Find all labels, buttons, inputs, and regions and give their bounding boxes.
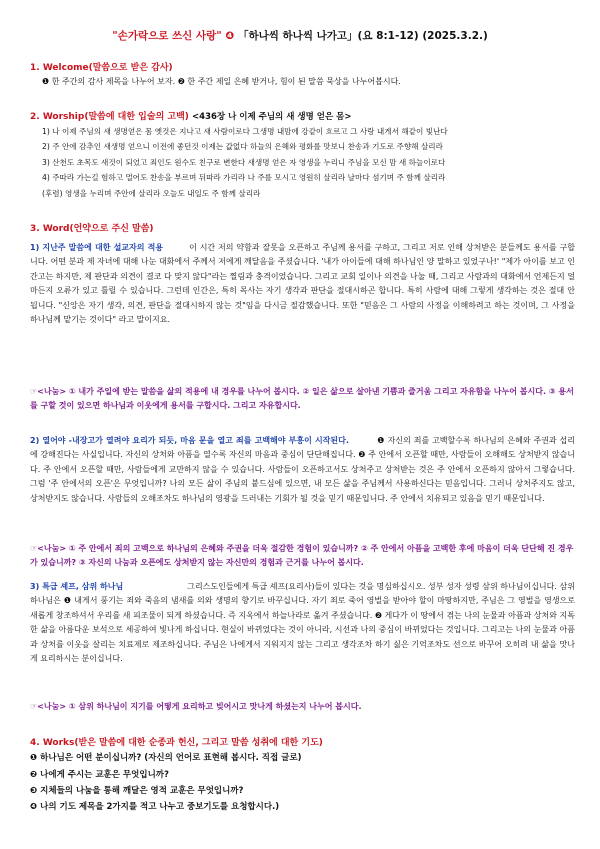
word-paragraph-2 — [30, 434, 575, 506]
paragraph-3-text: 그리스도인들에게 특급 셰프(요리사)들이 있다는 것을 명심하십시오. 성부 성자 성령 삼위 하나님이십니다. 삼위 하나님은 ❶ 내게서 풍기는 죄와 죽음의 냄새를 의와 생명의 향기로 바꾸십니다. 자기 죄로 죽어 영벌을 받아야 할이 마땅하지만, 주님은 그 영벌을 영생으로 새롭게 창조하셔서 우리를 새 피조물이 되게 하셨습니다. 즉 지옥에서 하늘나라로 옮겨 주셨습니다. ❷ 게다가 이 땅에서 겪는 나의 눈물과 아픔과 상처와 지독한 삶을 아름다운 보석으로 세공하여 빛나게 하십니다. 현실이 바뀌었다는 것이 아니라, 시선과 나의 중심이 바뀌었다는 것입니다. 그리고는 나의 눈물과 아픔과 상처를 이웃을 살리는 치료제로 제조하십니다. 주님은 나에게서 지워지지 않는 그리고 생각조차 하기 싫은 기억조차도 선으로 바꾸어 오히려 내 삶을 맛나게 요리하시는 분이십니다. — [30, 582, 575, 664]
word-paragraph-3 — [30, 580, 575, 666]
hymn-chorus: (후렴) 영생을 누리며 주안에 살리라 오늘도 내일도 주 함께 살리라 — [42, 189, 261, 198]
works-question-3: ❸ 지체들의 나눔을 통해 깨달은 영적 교훈은 무엇입니까? — [30, 786, 244, 796]
hymn-verse-4: 4) 주따라 가는길 험하고 멀어도 찬송을 부르며 뒤따라 가리라 나 주를 모시고 영원히 살리라 날마다 섬기며 주 함께 살리라 — [42, 173, 446, 182]
title-quote: "손가락으로 쓰신 사랑" — [112, 30, 222, 42]
works-heading: 4. Works(받은 말씀에 대한 순종과 헌신, 그리고 말씀 성취에 대한 기도) — [30, 738, 323, 748]
worship-heading — [30, 109, 352, 122]
sharing-2: ☞<나눔> ① 주 안에서 죄의 고백으로 하나님의 은혜와 주권을 더욱 절감한 경험이 있습니까? ② 주 안에서 아픔을 고백한 후에 마음이 더욱 단단해 진 경우가 있습니까? ③ 자신의 나눔과 오픈에도 상처받지 않는 자신만의 경험과 근거를 나누어 봅시다. — [30, 544, 574, 568]
worship-heading-label: 2. Worship(말씀에 대한 입술의 고백) — [30, 112, 189, 122]
welcome-text: ❶ 한 주간의 감사 제목을 나누어 보자. ❷ 한 주간 제일 은혜 받거나, 힘이 된 말씀 묵상을 나누어봅시다. — [42, 77, 401, 86]
works-question-4: ❹ 나의 기도 제목을 2가지를 적고 나누고 중보기도를 요청합시다.) — [30, 802, 280, 812]
works-question-1: ❶ 하나님은 어떤 분이십니까? (자신의 언어로 표현해 봅시다. 직접 글로) — [30, 753, 302, 763]
sharing-1: ☞<나눔> ① 내가 주일에 받는 말씀을 삶의 적용에 내 경우를 나누어 봅시다. ② 일은 삶으로 살아낸 기쁨과 즐거움 그리고 자유함을 나누어 봅시다. ③ 용서를 구할 것이 있으면 하나님과 이웃에게 용서를 구합시다. 그리고 자유합시다. — [30, 387, 574, 411]
hymn-verse-2: 2) 주 안에 감추인 새생명 얻으니 이전에 좋던것 이제는 값없다 하늘의 은혜와 평화를 맛보니 찬송과 기도로 주향해 살리라 — [42, 142, 443, 151]
sharing-3: ☞<나눔> ① 삼위 하나님이 지기를 어떻게 요리하고 빚어시고 맛나게 하셨는지 나누어 봅시다. — [30, 702, 362, 711]
works-question-2: ❷ 나에게 주시는 교훈은 무엇입니까? — [30, 770, 169, 780]
hymn-title: <436장 나 이제 주님의 새 생명 얻은 몸> — [192, 112, 352, 122]
paragraph-1-label: 1) 지난주 말씀에 대한 설교자의 적용 — [30, 243, 164, 252]
hymn-verse-3: 3) 산천도 초목도 새것이 되었고 죄인도 원수도 친구로 변한다 새생명 얻은 자 영생을 누리니 주님을 모신 맘 새 하늘이로다 — [42, 158, 446, 167]
paragraph-1-text: 이 시간 저의 약함과 잘못을 오픈하고 주님께 용서를 구하고, 그리고 저로 인해 상처받은 분들께도 용서를 구합니다. 어떤 분과 제 자녀에 대해 나눈 대화에서 주께서 저에게 깨달음을 주셨습니다. '내가 아이들에 대해 하나님인 양 말하고 있었구나!' "제가 아이를 보고 인간고는 하지만, 제 판단과 의견이 결코 다 맞지 않다"라는 찔림과 충격이었습니다. 그리고 교회 일이나 의견을 나눌 때, 그리고 사람과의 대화에서 언제든지 얼마든지 오류가 있고 틀릴 수 있습니다. 그런데 인간은, 특히 목사는 자기 생각과 판단을 절대시하곤 합니다. 특히 사람에 대해 그렇게 생각하는 것은 절대 안 됩니다. "신앙은 자기 생각, 의견, 판단을 절대시하지 않는 것"임을 다시금 절감했습니다. 또한 "믿음은 그 사람의 사정을 이해하려고 하는 것이며, 그 사정을 하나님께 맡기는 것이다" 라고 말이지요. — [30, 243, 575, 325]
paragraph-2-text: ❶ 자신의 죄를 고백할수록 하나님의 은혜와 주권과 섭리에 강해진다는 사실입니다. 자신의 상처와 아픔을 열수록 자신의 마음과 중심이 단단해집니다. ❷ 주 안에서 오픈할 때만, 사람들이 오해해도 상처받지 않습니다. 주 안에서 오픈할 때만, 사람들에게 교만하지 않을 수 있습니다. 사람들이 오픈하고서도 상처주고 상처받는 것은 주 안에서 오픈하지 않아서 그렇습니다. 그럼 '주 안에서의 오픈'은 무엇입니까? 나의 모든 삶이 주님의 붙드심에 있으면, 내 모든 삶을 주님께서 사용하신다는 믿음입니다. 그러니 상처주지도 않고, 상처받지도 않습니다. 사람들의 오해조차도 하나님의 영광을 드러내는 기회가 될 것을 믿기 때문입니다. 주 안에서 치유되고 있음을 믿기 때문입니다. — [30, 436, 575, 503]
word-heading: 3. Word(언약으로 주신 말씀) — [30, 224, 154, 234]
welcome-heading: 1. Welcome(말씀으로 받은 감사) — [30, 63, 173, 73]
word-paragraph-1 — [30, 241, 575, 327]
title-sermon: 「하나씩 하나씩 나가고」(요 8:1-12) (2025.3.2.) — [237, 30, 488, 42]
paragraph-3-label: 3) 특급 셰프, 삼위 하나님 — [30, 582, 124, 591]
hymn-verse-1: 1) 나 이제 주님의 새 생명얻은 몸 옛것은 지나고 새 사람이로다 그생명 내맘에 강같이 흐르고 그 사랑 내게서 해같이 빛난다 — [42, 127, 448, 136]
page-title — [0, 28, 600, 43]
paragraph-2-label: 2) 열어야 -내장고가 열려야 요리가 되듯, 마음 문을 열고 죄를 고백해야 부흥이 시작된다. — [30, 436, 349, 445]
title-number: ❹ — [225, 30, 235, 42]
